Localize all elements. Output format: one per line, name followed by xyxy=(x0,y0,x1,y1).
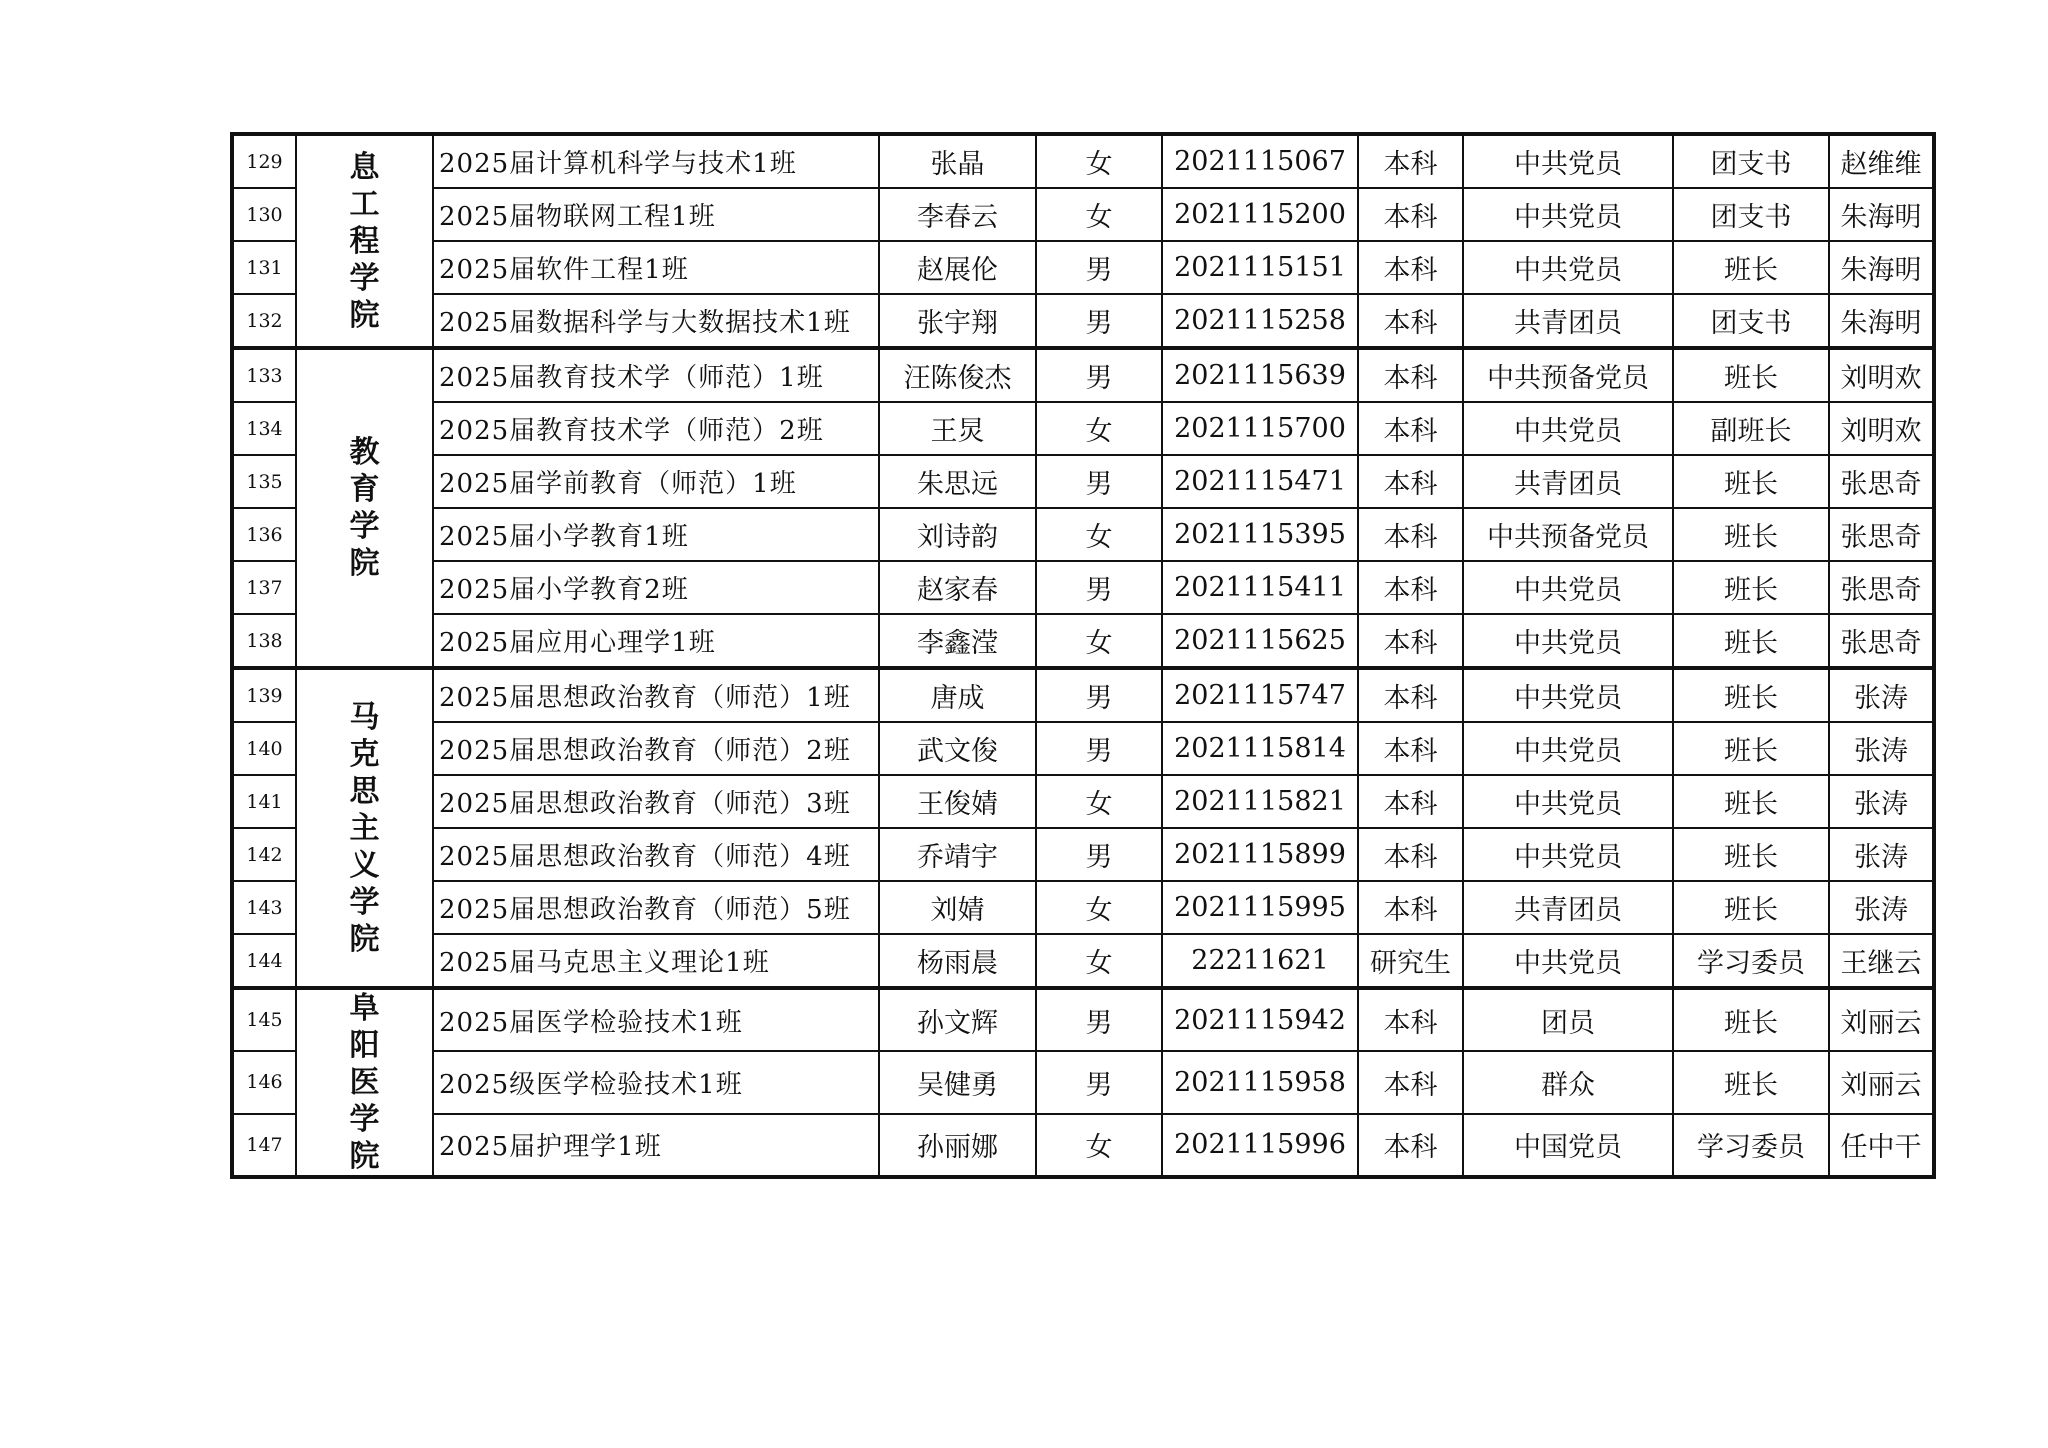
education-level-cell: 本科 xyxy=(1358,348,1463,402)
table-row xyxy=(232,188,1934,241)
education-level-cell: 本科 xyxy=(1358,881,1463,934)
political-status-cell: 团员 xyxy=(1463,988,1673,1051)
counselor-cell: 刘明欢 xyxy=(1829,348,1934,402)
education-level-cell: 本科 xyxy=(1358,1051,1463,1113)
class-name-cell: 2025级医学检验技术1班 xyxy=(433,1051,879,1113)
class-name-cell: 2025届小学教育2班 xyxy=(433,561,879,614)
row-number-cell: 141 xyxy=(232,775,296,828)
education-level-cell: 本科 xyxy=(1358,722,1463,775)
education-level-cell: 本科 xyxy=(1358,455,1463,508)
gender-cell: 女 xyxy=(1036,614,1162,668)
education-level-cell: 本科 xyxy=(1358,668,1463,722)
student-name-cell: 王俊婧 xyxy=(879,775,1036,828)
student-name-cell: 武文俊 xyxy=(879,722,1036,775)
row-number-cell: 131 xyxy=(232,241,296,294)
student-id-cell: 2021115411 xyxy=(1162,561,1358,614)
political-status-cell: 中共党员 xyxy=(1463,134,1673,188)
class-position-cell: 班长 xyxy=(1673,614,1829,668)
education-level-cell: 本科 xyxy=(1358,241,1463,294)
gender-cell: 女 xyxy=(1036,881,1162,934)
class-position-cell: 班长 xyxy=(1673,775,1829,828)
counselor-cell: 任中干 xyxy=(1829,1114,1934,1177)
row-number-cell: 132 xyxy=(232,294,296,348)
class-position-cell: 班长 xyxy=(1673,241,1829,294)
counselor-cell: 赵维维 xyxy=(1829,134,1934,188)
student-name-cell: 杨雨晨 xyxy=(879,934,1036,988)
counselor-cell: 张思奇 xyxy=(1829,561,1934,614)
table-row xyxy=(232,668,1934,722)
row-number-cell: 133 xyxy=(232,348,296,402)
row-number-cell: 130 xyxy=(232,188,296,241)
class-position-cell: 班长 xyxy=(1673,881,1829,934)
table-row xyxy=(232,1051,1934,1113)
table-row xyxy=(232,775,1934,828)
political-status-cell: 中共党员 xyxy=(1463,561,1673,614)
class-position-cell: 班长 xyxy=(1673,348,1829,402)
class-position-cell: 学习委员 xyxy=(1673,1114,1829,1177)
political-status-cell: 中共党员 xyxy=(1463,722,1673,775)
political-status-cell: 共青团员 xyxy=(1463,455,1673,508)
roster-sheet xyxy=(230,132,1932,1179)
class-name-cell: 2025届思想政治教育（师范）4班 xyxy=(433,828,879,881)
table-row xyxy=(232,934,1934,988)
table-row xyxy=(232,881,1934,934)
class-position-cell: 班长 xyxy=(1673,988,1829,1051)
student-roster-table xyxy=(230,132,1936,1179)
student-name-cell: 孙丽娜 xyxy=(879,1114,1036,1177)
political-status-cell: 中共党员 xyxy=(1463,614,1673,668)
gender-cell: 女 xyxy=(1036,1114,1162,1177)
student-id-cell: 2021115942 xyxy=(1162,988,1358,1051)
student-name-cell: 朱思远 xyxy=(879,455,1036,508)
table-row xyxy=(232,722,1934,775)
class-name-cell: 2025届教育技术学（师范）2班 xyxy=(433,402,879,455)
student-id-cell: 2021115258 xyxy=(1162,294,1358,348)
counselor-cell: 朱海明 xyxy=(1829,241,1934,294)
education-level-cell: 本科 xyxy=(1358,508,1463,561)
class-name-cell: 2025届教育技术学（师范）1班 xyxy=(433,348,879,402)
class-position-cell: 团支书 xyxy=(1673,134,1829,188)
student-id-cell: 2021115395 xyxy=(1162,508,1358,561)
student-name-cell: 张宇翔 xyxy=(879,294,1036,348)
student-name-cell: 唐成 xyxy=(879,668,1036,722)
table-row xyxy=(232,348,1934,402)
class-name-cell: 2025届思想政治教育（师范）5班 xyxy=(433,881,879,934)
student-name-cell: 赵家春 xyxy=(879,561,1036,614)
class-name-cell: 2025届思想政治教育（师范）1班 xyxy=(433,668,879,722)
table-row xyxy=(232,988,1934,1051)
college-name: 马克思主义学院 xyxy=(349,699,380,957)
class-name-cell: 2025届学前教育（师范）1班 xyxy=(433,455,879,508)
gender-cell: 女 xyxy=(1036,508,1162,561)
student-id-cell: 2021115814 xyxy=(1162,722,1358,775)
class-position-cell: 团支书 xyxy=(1673,188,1829,241)
row-number-cell: 143 xyxy=(232,881,296,934)
class-position-cell: 班长 xyxy=(1673,1051,1829,1113)
gender-cell: 男 xyxy=(1036,241,1162,294)
counselor-cell: 王继云 xyxy=(1829,934,1934,988)
college-name: 阜阳医学院 xyxy=(349,991,380,1174)
row-number-cell: 139 xyxy=(232,668,296,722)
student-name-cell: 王炅 xyxy=(879,402,1036,455)
college-name-cell xyxy=(296,134,433,348)
student-name-cell: 张晶 xyxy=(879,134,1036,188)
class-position-cell: 副班长 xyxy=(1673,402,1829,455)
table-row xyxy=(232,1114,1934,1177)
education-level-cell: 本科 xyxy=(1358,614,1463,668)
table-row xyxy=(232,294,1934,348)
gender-cell: 女 xyxy=(1036,188,1162,241)
table-row xyxy=(232,402,1934,455)
gender-cell: 男 xyxy=(1036,668,1162,722)
gender-cell: 男 xyxy=(1036,988,1162,1051)
student-id-cell: 2021115747 xyxy=(1162,668,1358,722)
counselor-cell: 朱海明 xyxy=(1829,294,1934,348)
class-position-cell: 班长 xyxy=(1673,828,1829,881)
counselor-cell: 张思奇 xyxy=(1829,508,1934,561)
student-id-cell: 2021115200 xyxy=(1162,188,1358,241)
college-name: 教育学院 xyxy=(349,435,380,581)
political-status-cell: 中共预备党员 xyxy=(1463,508,1673,561)
table-row xyxy=(232,561,1934,614)
class-name-cell: 2025届护理学1班 xyxy=(433,1114,879,1177)
row-number-cell: 140 xyxy=(232,722,296,775)
student-id-cell: 2021115700 xyxy=(1162,402,1358,455)
education-level-cell: 本科 xyxy=(1358,561,1463,614)
college-name-cell xyxy=(296,668,433,988)
political-status-cell: 共青团员 xyxy=(1463,294,1673,348)
student-name-cell: 孙文辉 xyxy=(879,988,1036,1051)
counselor-cell: 张思奇 xyxy=(1829,614,1934,668)
class-position-cell: 班长 xyxy=(1673,722,1829,775)
political-status-cell: 中共预备党员 xyxy=(1463,348,1673,402)
student-id-cell: 2021115151 xyxy=(1162,241,1358,294)
class-position-cell: 班长 xyxy=(1673,455,1829,508)
counselor-cell: 刘丽云 xyxy=(1829,1051,1934,1113)
political-status-cell: 群众 xyxy=(1463,1051,1673,1113)
class-position-cell: 学习委员 xyxy=(1673,934,1829,988)
education-level-cell: 本科 xyxy=(1358,402,1463,455)
class-name-cell: 2025届医学检验技术1班 xyxy=(433,988,879,1051)
row-number-cell: 135 xyxy=(232,455,296,508)
class-name-cell: 2025届物联网工程1班 xyxy=(433,188,879,241)
class-position-cell: 团支书 xyxy=(1673,294,1829,348)
row-number-cell: 145 xyxy=(232,988,296,1051)
row-number-cell: 144 xyxy=(232,934,296,988)
class-position-cell: 班长 xyxy=(1673,561,1829,614)
political-status-cell: 中共党员 xyxy=(1463,241,1673,294)
class-name-cell: 2025届计算机科学与技术1班 xyxy=(433,134,879,188)
gender-cell: 男 xyxy=(1036,348,1162,402)
counselor-cell: 张涛 xyxy=(1829,881,1934,934)
table-row xyxy=(232,241,1934,294)
gender-cell: 女 xyxy=(1036,775,1162,828)
student-name-cell: 李春云 xyxy=(879,188,1036,241)
political-status-cell: 中共党员 xyxy=(1463,668,1673,722)
student-name-cell: 赵展伦 xyxy=(879,241,1036,294)
counselor-cell: 刘丽云 xyxy=(1829,988,1934,1051)
class-name-cell: 2025届思想政治教育（师范）3班 xyxy=(433,775,879,828)
student-id-cell: 2021115625 xyxy=(1162,614,1358,668)
class-name-cell: 2025届软件工程1班 xyxy=(433,241,879,294)
counselor-cell: 张涛 xyxy=(1829,775,1934,828)
student-id-cell: 2021115639 xyxy=(1162,348,1358,402)
gender-cell: 男 xyxy=(1036,455,1162,508)
counselor-cell: 刘明欢 xyxy=(1829,402,1934,455)
counselor-cell: 张涛 xyxy=(1829,828,1934,881)
row-number-cell: 129 xyxy=(232,134,296,188)
political-status-cell: 共青团员 xyxy=(1463,881,1673,934)
row-number-cell: 134 xyxy=(232,402,296,455)
class-name-cell: 2025届数据科学与大数据技术1班 xyxy=(433,294,879,348)
table-row xyxy=(232,134,1934,188)
student-id-cell: 2021115067 xyxy=(1162,134,1358,188)
political-status-cell: 中共党员 xyxy=(1463,402,1673,455)
political-status-cell: 中国党员 xyxy=(1463,1114,1673,1177)
gender-cell: 男 xyxy=(1036,561,1162,614)
class-name-cell: 2025届思想政治教育（师范）2班 xyxy=(433,722,879,775)
college-name: 息工程学院 xyxy=(349,149,380,333)
counselor-cell: 张思奇 xyxy=(1829,455,1934,508)
row-number-cell: 142 xyxy=(232,828,296,881)
student-id-cell: 22211621 xyxy=(1162,934,1358,988)
student-id-cell: 2021115996 xyxy=(1162,1114,1358,1177)
gender-cell: 男 xyxy=(1036,294,1162,348)
student-id-cell: 2021115899 xyxy=(1162,828,1358,881)
political-status-cell: 中共党员 xyxy=(1463,775,1673,828)
college-name-cell xyxy=(296,988,433,1177)
political-status-cell: 中共党员 xyxy=(1463,188,1673,241)
political-status-cell: 中共党员 xyxy=(1463,934,1673,988)
education-level-cell: 研究生 xyxy=(1358,934,1463,988)
education-level-cell: 本科 xyxy=(1358,775,1463,828)
student-name-cell: 乔靖宇 xyxy=(879,828,1036,881)
table-row xyxy=(232,455,1934,508)
education-level-cell: 本科 xyxy=(1358,988,1463,1051)
class-name-cell: 2025届应用心理学1班 xyxy=(433,614,879,668)
counselor-cell: 张涛 xyxy=(1829,668,1934,722)
student-id-cell: 2021115471 xyxy=(1162,455,1358,508)
roster-body xyxy=(232,134,1934,1177)
table-row xyxy=(232,614,1934,668)
class-position-cell: 班长 xyxy=(1673,508,1829,561)
student-name-cell: 李鑫滢 xyxy=(879,614,1036,668)
class-name-cell: 2025届马克思主义理论1班 xyxy=(433,934,879,988)
counselor-cell: 朱海明 xyxy=(1829,188,1934,241)
student-id-cell: 2021115995 xyxy=(1162,881,1358,934)
education-level-cell: 本科 xyxy=(1358,294,1463,348)
gender-cell: 女 xyxy=(1036,134,1162,188)
row-number-cell: 138 xyxy=(232,614,296,668)
student-name-cell: 吴健勇 xyxy=(879,1051,1036,1113)
gender-cell: 男 xyxy=(1036,1051,1162,1113)
student-name-cell: 汪陈俊杰 xyxy=(879,348,1036,402)
row-number-cell: 137 xyxy=(232,561,296,614)
class-name-cell: 2025届小学教育1班 xyxy=(433,508,879,561)
class-position-cell: 班长 xyxy=(1673,668,1829,722)
student-name-cell: 刘诗韵 xyxy=(879,508,1036,561)
row-number-cell: 147 xyxy=(232,1114,296,1177)
counselor-cell: 张涛 xyxy=(1829,722,1934,775)
student-name-cell: 刘婧 xyxy=(879,881,1036,934)
education-level-cell: 本科 xyxy=(1358,828,1463,881)
gender-cell: 男 xyxy=(1036,828,1162,881)
gender-cell: 女 xyxy=(1036,934,1162,988)
education-level-cell: 本科 xyxy=(1358,1114,1463,1177)
row-number-cell: 146 xyxy=(232,1051,296,1113)
table-row xyxy=(232,508,1934,561)
student-id-cell: 2021115821 xyxy=(1162,775,1358,828)
gender-cell: 男 xyxy=(1036,722,1162,775)
education-level-cell: 本科 xyxy=(1358,134,1463,188)
education-level-cell: 本科 xyxy=(1358,188,1463,241)
political-status-cell: 中共党员 xyxy=(1463,828,1673,881)
gender-cell: 女 xyxy=(1036,402,1162,455)
table-row xyxy=(232,828,1934,881)
student-id-cell: 2021115958 xyxy=(1162,1051,1358,1113)
row-number-cell: 136 xyxy=(232,508,296,561)
college-name-cell xyxy=(296,348,433,668)
